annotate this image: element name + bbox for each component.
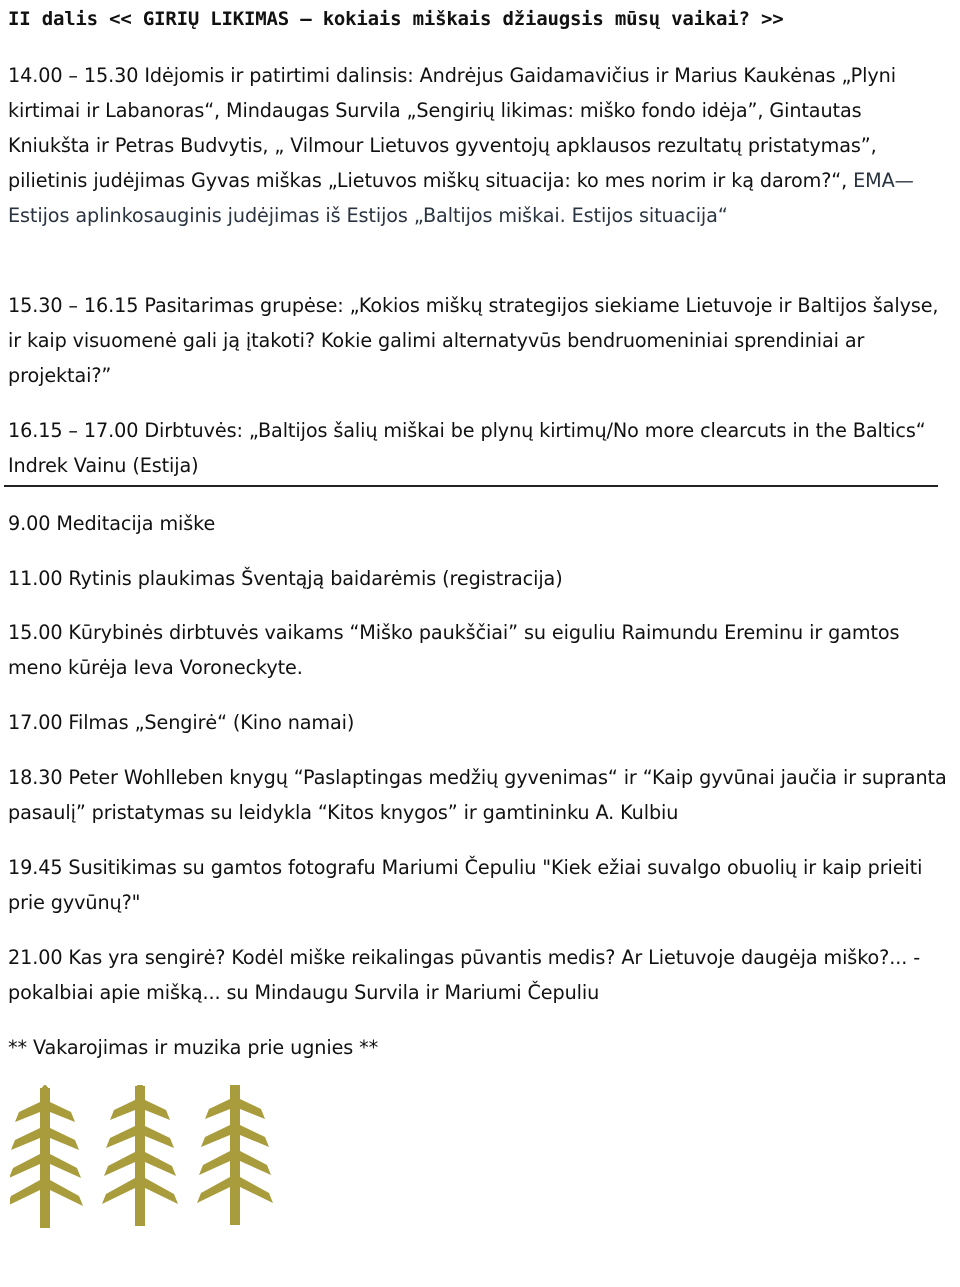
- schedule-item-1700: 17.00 Filmas „Sengirė“ (Kino namai): [8, 711, 355, 734]
- pine-tree-1: [10, 1085, 83, 1228]
- program-item-1615: 16.15 – 17.00 Dirbtuvės: „Baltijos šalių miškai be plynų kirtimų/No more clearcuts in the Baltics“ Indrek Vainu (Estija): [8, 419, 926, 477]
- program-item-1530: 15.30 – 16.15 Pasitarimas grupėse: „Kokios miškų strategijos siekiame Lietuvoje ir Baltijos šalyse, ir kaip visuomenė gali ją įtakoti? Kokie galimi alternatyvūs bendruomeniniai sprendiniai ar projektai?”: [8, 294, 939, 387]
- pine-trees-icon: [10, 1085, 290, 1230]
- pine-tree-3: [197, 1085, 273, 1225]
- schedule-item-2100: 21.00 Kas yra sengirė? Kodėl miške reikalingas pūvantis medis? Ar Lietuvoje daugėja miško?... - pokalbiai apie mišką... su Mindaugu Survila ir Mariumi Čepuliu: [8, 946, 921, 1004]
- schedule-item-1945: 19.45 Susitikimas su gamtos fotografu Mariumi Čepuliu "Kiek ežiai suvalgo obuolių ir kaip prieiti prie gyvūnų?": [8, 856, 923, 914]
- section-heading: II dalis << GIRIŲ LIKIMAS – kokiais miškais džiaugsis mūsų vaikai? >>: [8, 8, 784, 30]
- program-item-1400: [8, 58, 948, 233]
- program-item-1400-tail: EMA— Estijos aplinkosauginis judėjimas iš Estijos „Baltijos miškai. Estijos situacija“: [8, 169, 914, 227]
- pine-tree-2: [102, 1085, 178, 1226]
- closing-note: ** Vakarojimas ir muzika prie ugnies **: [8, 1036, 379, 1059]
- schedule-item-1500: 15.00 Kūrybinės dirbtuvės vaikams “Miško paukščiai” su eiguliu Raimundu Ereminu ir gamtos meno kūrėja Ieva Voroneckyte.: [8, 621, 900, 679]
- schedule-item-0900: 9.00 Meditacija miške: [8, 512, 216, 535]
- section-divider: [4, 485, 938, 487]
- schedule-item-1100: 11.00 Rytinis plaukimas Šventąją baidarėmis (registracija): [8, 567, 563, 590]
- program-item-1400-main: 14.00 – 15.30 Idėjomis ir patirtimi dalinsis: Andrėjus Gaidamavičius ir Marius Kaukėnas „Plyni kirtimai ir Labanoras“, Mindaugas Survila „Sengirių likimas: miško fondo idėja”, Gintautas Kniukšta ir Petras Budvytis, „ Vilmour Lietuvos gyventojų apklausos rezultatų pristatymas”, pilietinis judėjimas Gyvas miškas „Lietuvos miškų situacija: ko mes norim ir ką darom?“,: [8, 64, 896, 192]
- schedule-item-1830: 18.30 Peter Wohlleben knygų “Paslaptingas medžių gyvenimas“ ir “Kaip gyvūnai jaučia ir supranta pasaulį” pristatymas su leidykla “Kitos knygos” ir gamtininku A. Kulbiu: [8, 766, 947, 824]
